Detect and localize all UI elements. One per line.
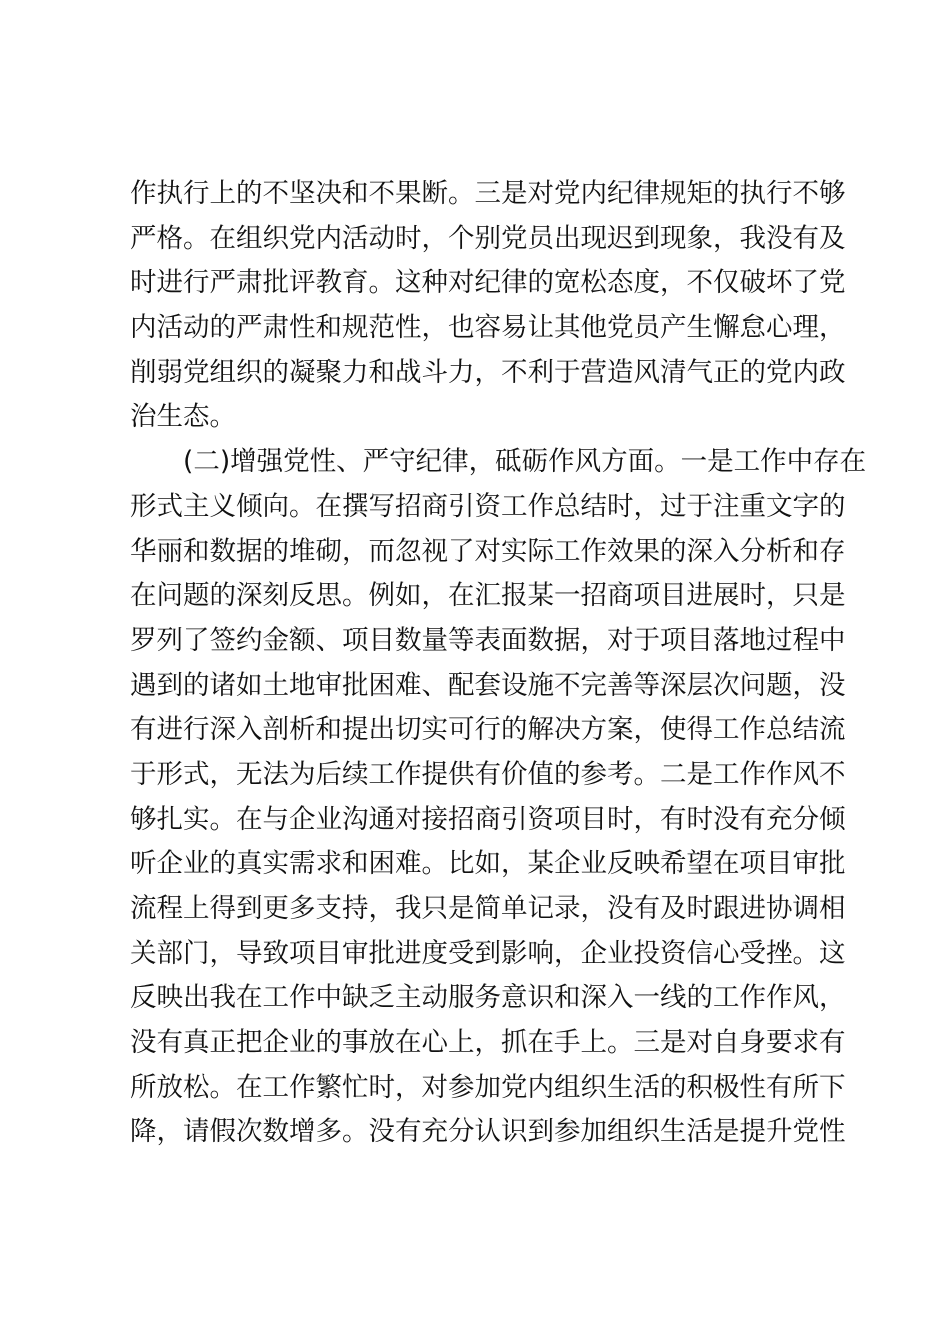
text-line: 于形式，无法为后续工作提供有价值的参考。二是工作作风不 [130,758,846,790]
text-line: 够扎实。在与企业沟通对接招商引资项目时，有时没有充分倾 [130,803,846,835]
text-line: 时进行严肃批评教育。这种对纪律的宽松态度，不仅破坏了党 [130,267,846,299]
text-line: 作执行上的不坚决和不果断。三是对党内纪律规矩的执行不够 [130,178,846,209]
text-line: 内活动的严肃性和规范性，也容易让其他党员产生懈怠心理， [130,312,846,344]
text-line: 在问题的深刻反思。例如，在汇报某一招商项目进展时，只是 [130,580,846,612]
body-text [130,172,867,1155]
text-line: 关部门，导致项目审批进度受到影响，企业投资信心受挫。这 [130,937,846,969]
text-line: 没有真正把企业的事放在心上，抓在手上。三是对自身要求有 [130,1027,846,1059]
text-line: 听企业的真实需求和困难。比如，某企业反映希望在项目审批 [130,848,846,880]
section-heading-line: (二)增强党性、严守纪律，砥砺作风方面。一是工作中存在 [130,446,867,478]
text-line: 华丽和数据的堆砌，而忽视了对实际工作效果的深入分析和存 [130,535,846,567]
text-line: 所放松。在工作繁忙时，对参加党内组织生活的积极性有所下 [130,1071,846,1103]
text-line: 治生态。 [130,401,236,433]
text-line: 流程上得到更多支持，我只是简单记录，没有及时跟进协调相 [130,893,846,924]
text-line: 反映出我在工作中缺乏主动服务意识和深入一线的工作作风， [130,982,846,1014]
text-line: 遇到的诸如土地审批困难、配套设施不完善等深层次问题，没 [130,669,846,701]
text-line: 形式主义倾向。在撰写招商引资工作总结时，过于注重文字的 [130,490,846,522]
text-line: 罗列了签约金额、项目数量等表面数据，对于项目落地过程中 [130,624,846,656]
text-line: 严格。在组织党内活动时，个别党员出现迟到现象，我没有及 [130,222,846,254]
text-line: 有进行深入剖析和提出切实可行的解决方案，使得工作总结流 [130,714,846,746]
text-line: 削弱党组织的凝聚力和战斗力，不利于营造风清气正的党内政 [130,356,846,388]
text-line: 降，请假次数增多。没有充分认识到参加组织生活是提升党性 [130,1116,846,1148]
